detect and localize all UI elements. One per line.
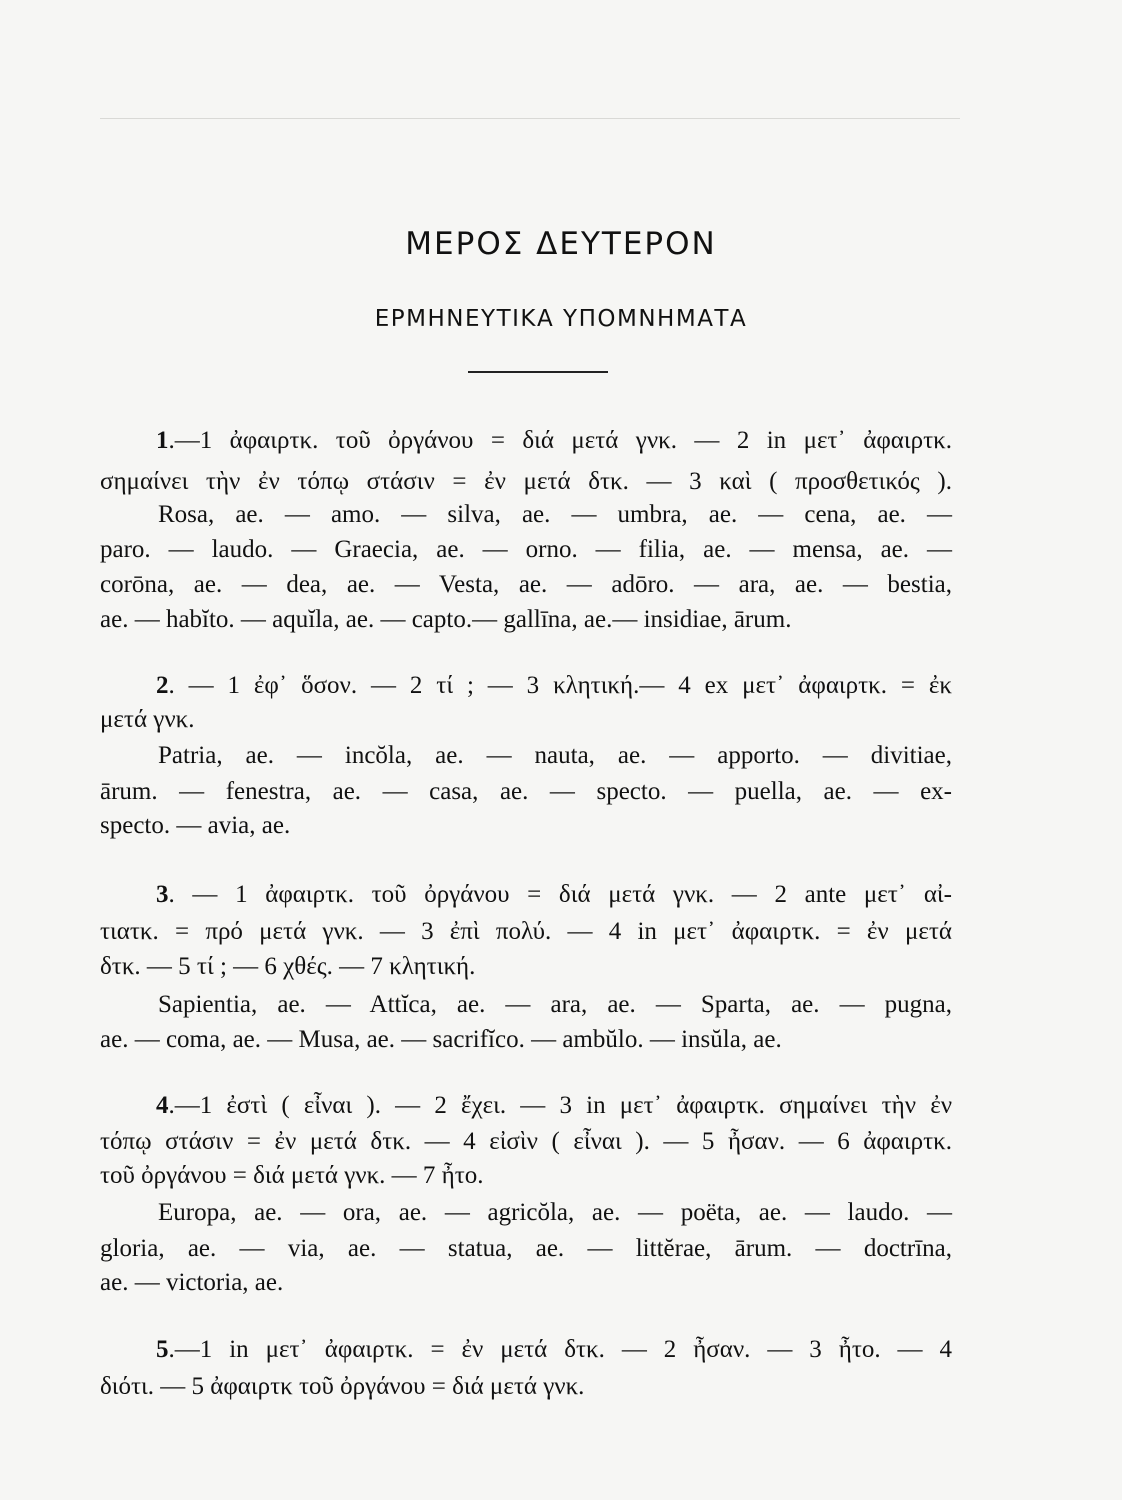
entry-4-note-line: τόπῳ στάσιν = ἐν μετά δτκ. — 4 εἰσὶν ( εἶναι ). — 5 ἦσαν. — 6 ἀφαιρτκ. bbox=[100, 1128, 952, 1155]
note-text: . — 1 ἐφ᾽ ὅσον. — 2 τί ; — 3 κλητική.— 4 ex μετ᾽ ἀφαιρτκ. = ἐκ bbox=[168, 672, 952, 699]
entry-1-note-line: σημαίνει τὴν ἐν τόπῳ στάσιν = ἐν μετά δτκ. — 3 καὶ ( προσθετικός ). bbox=[100, 468, 952, 495]
entry-2-vocab-line: Patria, ae. — incŏla, ae. — nauta, ae. — apporto. — divitiae, bbox=[158, 742, 952, 769]
note-text: .—1 in μετ᾽ ἀφαιρτκ. = ἐν μετά δτκ. — 2 ἦσαν. — 3 ἦτο. — 4 bbox=[168, 1336, 952, 1363]
entry-number: 4 bbox=[156, 1092, 169, 1119]
entry-4-note-line: τοῦ ὀργάνου = διά μετά γνκ. — 7 ἦτο. bbox=[100, 1162, 484, 1189]
entry-1-vocab-line: paro. — laudo. — Graecia, ae. — orno. — filia, ae. — mensa, ae. — bbox=[100, 536, 952, 563]
entry-number: 5 bbox=[156, 1336, 169, 1363]
entry-1-note-line bbox=[156, 425, 952, 457]
entry-3-vocab-line: Sapientia, ae. — Attĭca, ae. — ara, ae. — Sparta, ae. — pugna, bbox=[158, 991, 952, 1018]
entry-1-vocab-line: ae. — habĭto. — aquĭla, ae. — capto.— gallīna, ae.— insidiae, ārum. bbox=[100, 606, 792, 633]
entry-5-note-line: διότι. — 5 ἀφαιρτκ τοῦ ὀργάνου = διά μετά γνκ. bbox=[100, 1373, 585, 1400]
entry-2-vocab-line: ārum. — fenestra, ae. — casa, ae. — specto. — puella, ae. — ex- bbox=[100, 778, 952, 805]
part-title: ΜΕΡΟΣ ΔΕΥΤΕΡΟΝ bbox=[405, 226, 717, 262]
note-text: .—1 ἐστὶ ( εἶναι ). — 2 ἔχει. — 3 in μετ᾽ ἀφαιρτκ. σημαίνει τὴν ἐν bbox=[168, 1092, 952, 1119]
entry-number: 2 bbox=[156, 672, 169, 699]
entry-2-vocab-line: specto. — avia, ae. bbox=[100, 812, 291, 839]
entry-3-note-line: δτκ. — 5 τί ; — 6 χθές. — 7 κλητική. bbox=[100, 953, 476, 980]
note-text: .—1 ἀφαιρτκ. τοῦ ὀργάνου = διά μετά γνκ. — 2 in μετ᾽ ἀφαιρτκ. bbox=[168, 427, 952, 454]
entry-number: 3 bbox=[156, 881, 169, 908]
entry-4-vocab-line: gloria, ae. — via, ae. — statua, ae. — littĕrae, ārum. — doctrīna, bbox=[100, 1235, 952, 1262]
entry-number: 1 bbox=[156, 427, 169, 454]
entry-5-note-line bbox=[156, 1334, 952, 1366]
entry-2-note-line: μετά γνκ. bbox=[100, 706, 195, 733]
entry-3-vocab-line: ae. — coma, ae. — Musa, ae. — sacrifĭco. — ambŭlo. — insŭla, ae. bbox=[100, 1026, 782, 1053]
entry-3-note-line: τιατκ. = πρό μετά γνκ. — 3 ἐπὶ πολύ. — 4 in μετ᾽ ἀφαιρτκ. = ἐν μετά bbox=[100, 918, 952, 945]
entry-4-vocab-line: Europa, ae. — ora, ae. — agricŏla, ae. — poëta, ae. — laudo. — bbox=[158, 1199, 952, 1226]
entry-1-vocab-line: Rosa, ae. — amo. — silva, ae. — umbra, ae. — cena, ae. — bbox=[158, 501, 952, 528]
entry-4-note-line bbox=[156, 1090, 952, 1122]
note-text: . — 1 ἀφαιρτκ. τοῦ ὀργάνου = διά μετά γνκ. — 2 ante μετ᾽ αἰ- bbox=[168, 881, 952, 908]
entry-1-vocab-line: corōna, ae. — dea, ae. — Vesta, ae. — adōro. — ara, ae. — bestia, bbox=[100, 571, 952, 598]
entry-4-vocab-line: ae. — victoria, ae. bbox=[100, 1269, 284, 1296]
section-title: ΕΡΜΗΝΕΥΤΙΚΑ ΥΠΟΜΝΗΜΑΤΑ bbox=[374, 306, 748, 332]
entry-2-note-line bbox=[156, 670, 952, 702]
entry-3-note-line bbox=[156, 879, 952, 911]
